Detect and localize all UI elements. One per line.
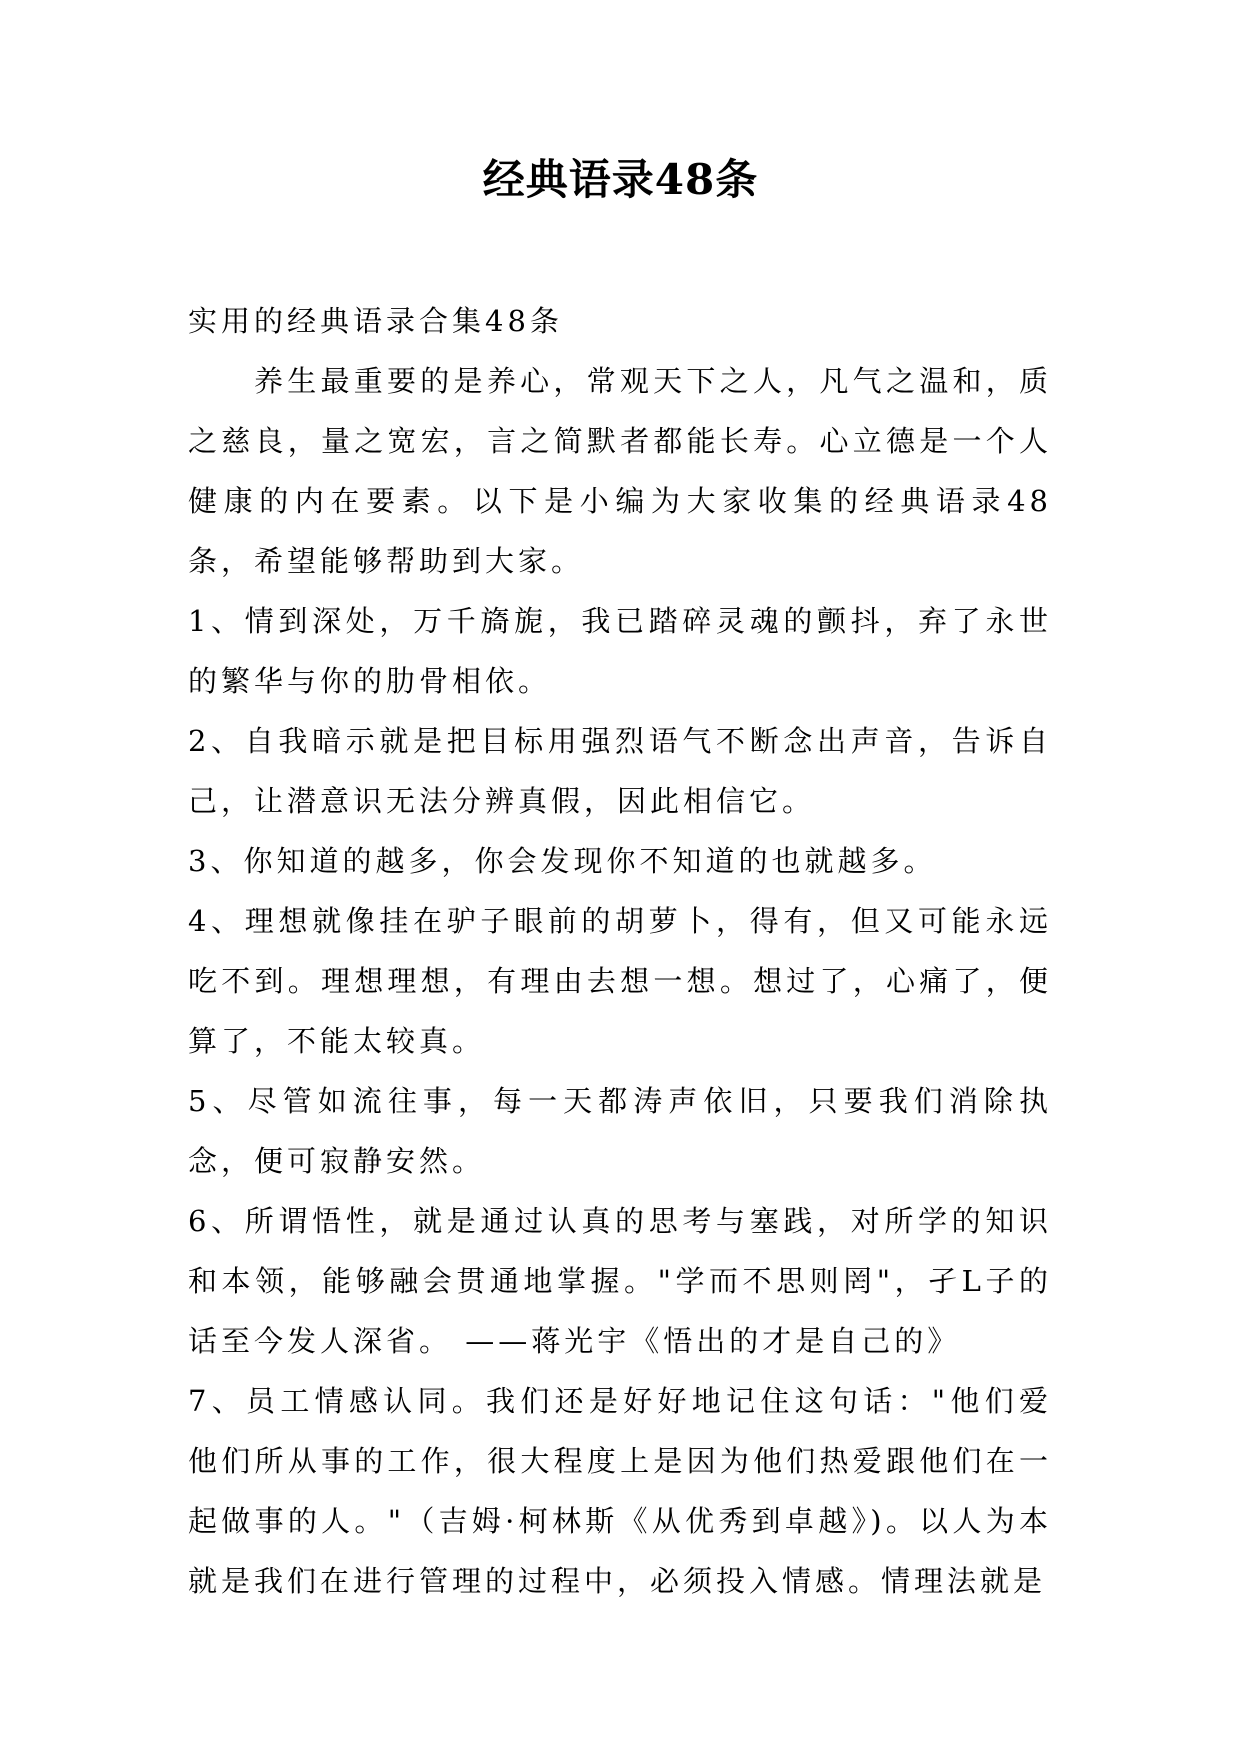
intro-paragraph: 养生最重要的是养心，常观天下之人，凡气之温和，质之慈良，量之宽宏，言之简默者都能长寿。心立德是一个人健康的内在要素。以下是小编为大家收集的经典语录48条，希望能够帮助到大家。 [188,364,1052,578]
document-subtitle: 实用的经典语录合集48条 [188,304,563,338]
document-body [188,291,1052,1611]
quote-item-6: 6、所谓悟性，就是通过认真的思考与塞践，对所学的知识和本领，能够融会贯通地掌握。"学而不思则罔"，孑L子的话至今发人深省。 ——蒋光宇《悟出的才是自己的》 [188,1204,1052,1358]
quote-item-2: 2、自我暗示就是把目标用强烈语气不断念出声音，告诉自己，让潜意识无法分辨真假，因此相信它。 [188,724,1052,818]
document-title: 经典语录48条 [482,155,759,204]
quote-item-5: 5、尽管如流往事，每一天都涛声依旧，只要我们消除执念，便可寂静安然。 [188,1084,1052,1178]
quote-item-3: 3、你知道的越多，你会发现你不知道的也就越多。 [188,844,937,878]
quote-item-4: 4、理想就像挂在驴子眼前的胡萝卜，得有，但又可能永远吃不到。理想理想，有理由去想一想。想过了，心痛了，便算了，不能太较真。 [188,904,1052,1058]
quote-item-1: 1、情到深处，万千旖旎，我已踏碎灵魂的颤抖，弃了永世的繁华与你的肋骨相依。 [188,604,1052,698]
quote-item-7: 7、员工情感认同。我们还是好好地记住这句话："他们爱他们所从事的工作，很大程度上是因为他们热爱跟他们在一起做事的人。"（吉姆·柯林斯《从优秀到卓越》)。以人为本就是我们在进行管理的过程中，必须投入情感。情理法就是 [188,1384,1052,1598]
